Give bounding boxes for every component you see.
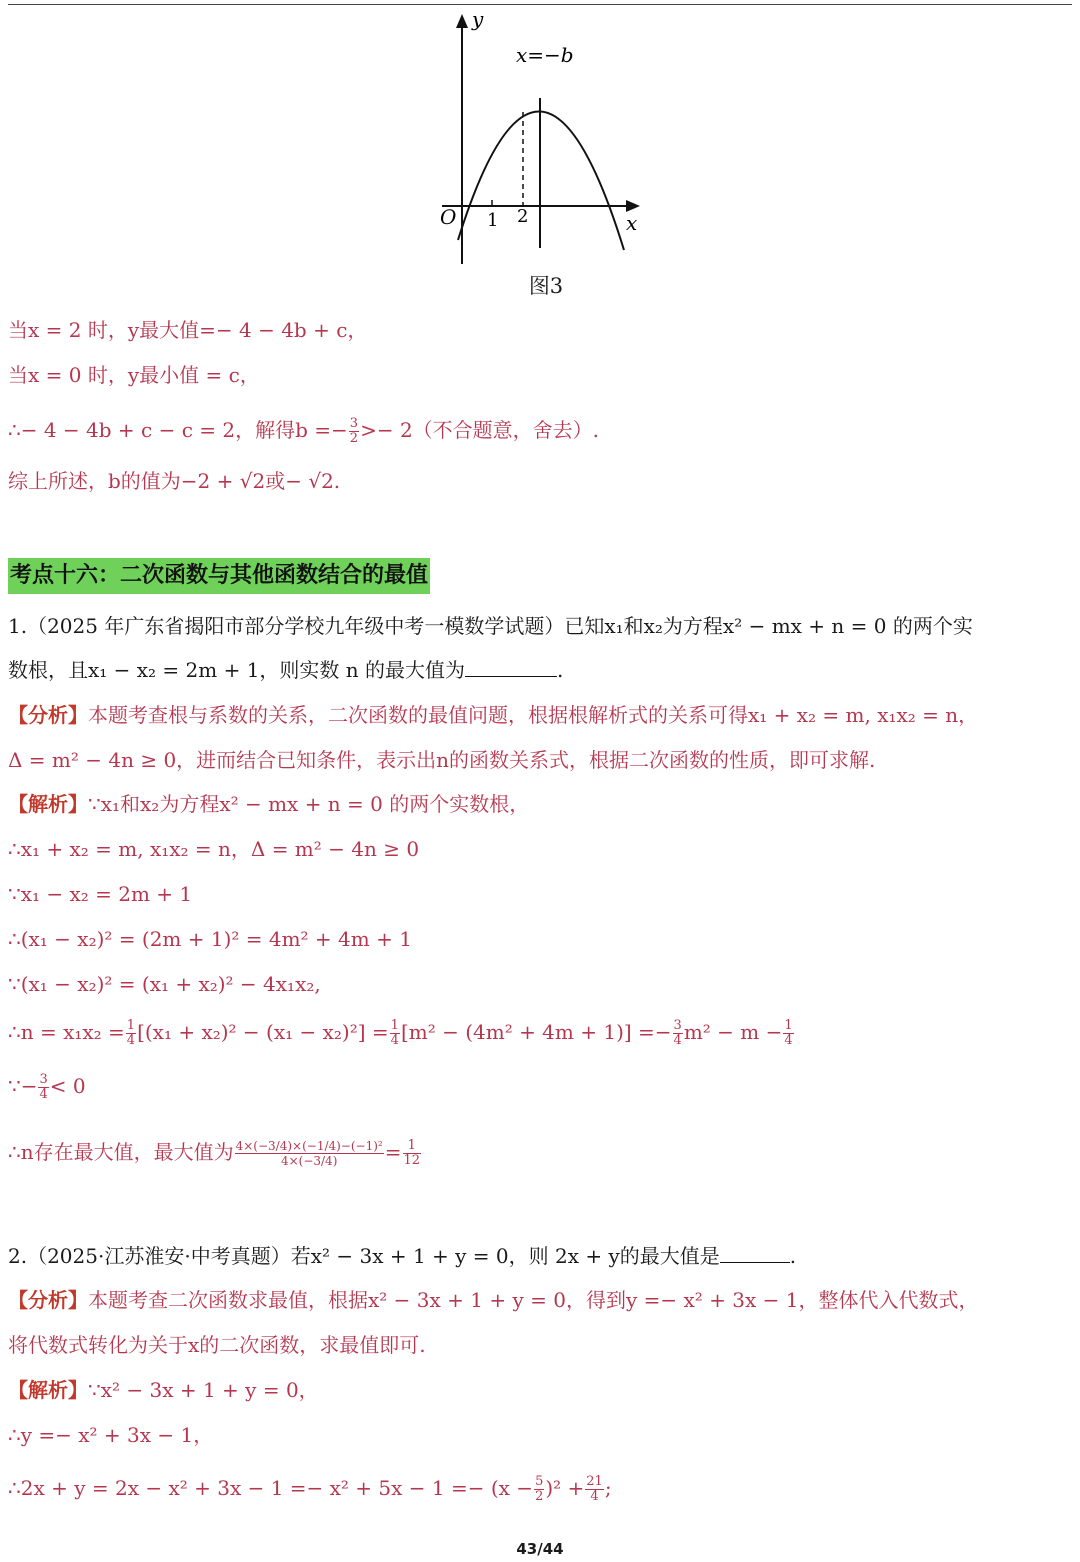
fraction-1-4-c: $\frac{1}{4}$ [784,1018,793,1048]
solution-text: ∵x₁和x₂为方程x² − mx + n = 0 的两个实数根， [88,792,530,816]
problem1-question-line2 [8,656,1072,684]
s8-part-a: ∴n存在最大值，最大值为 [8,1140,234,1164]
section-heading: 考点十六：二次函数与其他函数结合的最值 [8,558,430,594]
parabola-graph [428,8,658,278]
solution-a-line2: 当x = 0 时，y最小值 = c， [8,363,260,387]
fraction-1-4-b: $\frac{1}{4}$ [390,1018,399,1048]
figure-3 [428,8,658,308]
s6-part-d: m² − m − [683,1020,783,1044]
s6-part-a: ∴n = x₁x₂ = [8,1020,125,1044]
s7-part-a: ∵− [8,1074,38,1098]
problem2-analysis-line2: 将代数式转化为关于x的二次函数，求最值即可. [8,1333,426,1357]
problem2-solution-line3 [8,1474,1072,1504]
fraction-5-2: $\frac{5}{2}$ [535,1474,544,1504]
problem1-solution-line5: ∵(x₁ − x₂)² = (x₁ + x₂)² − 4x₁x₂, [8,972,321,996]
problem1-solution-line4: ∴(x₁ − x₂)² = (2m + 1)² = 4m² + 4m + 1 [8,927,412,951]
p2-s3-end: ; [604,1476,612,1500]
figure-caption: 图3 [528,274,564,298]
problem2-solution-line1 [8,1376,1072,1404]
problem1-question-line1: 1.（2025 年广东省揭阳市部分学校九年级中考一模数学试题）已知x₁和x₂为方程x² − mx + n = 0 的两个实 [8,614,973,638]
solution-a-line1: 当x = 2 时，y最大值=− 4 − 4b + c， [8,318,368,342]
problem2-question-text: 2.（2025·江苏淮安·中考真题）若x² − 3x + 1 + y = 0，则 2x + y的最大值是 [8,1244,720,1268]
analysis-text: 本题考查根与系数的关系，二次函数的最值问题，根据根解析式的关系可得x₁ + x₂ = m, x₁x₂ = n， [88,703,979,727]
problem1-solution-line1 [8,790,1072,818]
y-axis-arrow [456,14,468,28]
problem1-solution-line6 [8,1018,1072,1048]
analysis-text-2: 本题考查二次函数求最值，根据x² − 3x + 1 + y = 0，得到y =− x² + 3x − 1，整体代入代数式， [88,1288,979,1312]
solution-text-2: ∵x² − 3x + 1 + y = 0， [88,1378,319,1402]
fraction-21-4: $\frac{21}{4}$ [586,1474,603,1504]
fraction-3-4: $\frac{3}{4}$ [673,1018,682,1048]
x-label: x [626,211,638,235]
page-number: 43/44 [516,1540,564,1558]
solution-a-line3-post: >− 2（不合题意，舍去）. [360,418,600,442]
problem1-solution-line7 [8,1072,1072,1102]
p2-s3-part-b: )² + [545,1476,585,1500]
problem2-analysis-line1 [8,1286,1072,1314]
solution-a-line3-pre: ∴− 4 − 4b + c − c = 2，解得b =− [8,418,348,442]
answer-blank-2 [720,1244,790,1263]
problem1-solution-line8 [8,1138,1072,1168]
symmetry-label: x=−b [516,43,574,67]
fraction-1-4-a: $\frac{1}{4}$ [126,1018,136,1048]
s6-part-b: [(x₁ + x₂)² − (x₁ − x₂)²] = [137,1020,389,1044]
y-label: y [472,8,484,31]
tick-1-label: 1 [487,210,499,231]
problem1-analysis-line2: Δ = m² − 4n ≥ 0，进而结合已知条件，表示出n的函数关系式，根据二次函数的性质，即可求解. [8,748,876,772]
problem1-solution-line2: ∴x₁ + x₂ = m, x₁x₂ = n，Δ = m² − 4n ≥ 0 [8,837,420,861]
analysis-label: 【分析】 [8,703,88,727]
solution-a-line3 [8,416,1072,446]
fraction-1-12: $\frac{1}{12}$ [403,1138,421,1168]
question2-end-period: . [789,1244,797,1268]
problem1-solution-line3: ∵x₁ − x₂ = 2m + 1 [8,882,193,906]
answer-blank [465,658,557,677]
problem1-analysis-line1 [8,701,1072,729]
solution-label: 【解析】 [8,792,88,816]
problem2-question-line1 [8,1242,1072,1270]
max-value-fraction: $\frac{\text{4×(−3/4)×(−1/4)−(−1)²}}{4\times(-3/4)}$ [235,1139,383,1168]
tick-2-label: 2 [517,206,529,227]
s8-equals: = [384,1140,402,1164]
problem2-solution-line2: ∴y =− x² + 3x − 1， [8,1423,214,1447]
question-end-period: . [557,658,564,682]
fraction-3-2: $\frac{3}{2}$ [349,416,359,446]
analysis-label-2: 【分析】 [8,1288,88,1312]
solution-a-line4: 综上所述，b的值为−2 + √2或− √2. [8,469,341,493]
solution-label-2: 【解析】 [8,1378,88,1402]
problem1-question-text: 数根，且x₁ − x₂ = 2m + 1，则实数 n 的最大值为 [8,658,466,682]
p2-s3-part-a: ∴2x + y = 2x − x² + 3x − 1 =− x² + 5x − 1 =− (x − [8,1476,534,1500]
s7-part-b: < 0 [49,1074,86,1098]
s6-part-c: [m² − (4m² + 4m + 1)] =− [400,1020,672,1044]
top-rule [8,4,1072,5]
fraction-3-4-b: $\frac{3}{4}$ [39,1072,48,1102]
origin-label: O [440,205,457,229]
